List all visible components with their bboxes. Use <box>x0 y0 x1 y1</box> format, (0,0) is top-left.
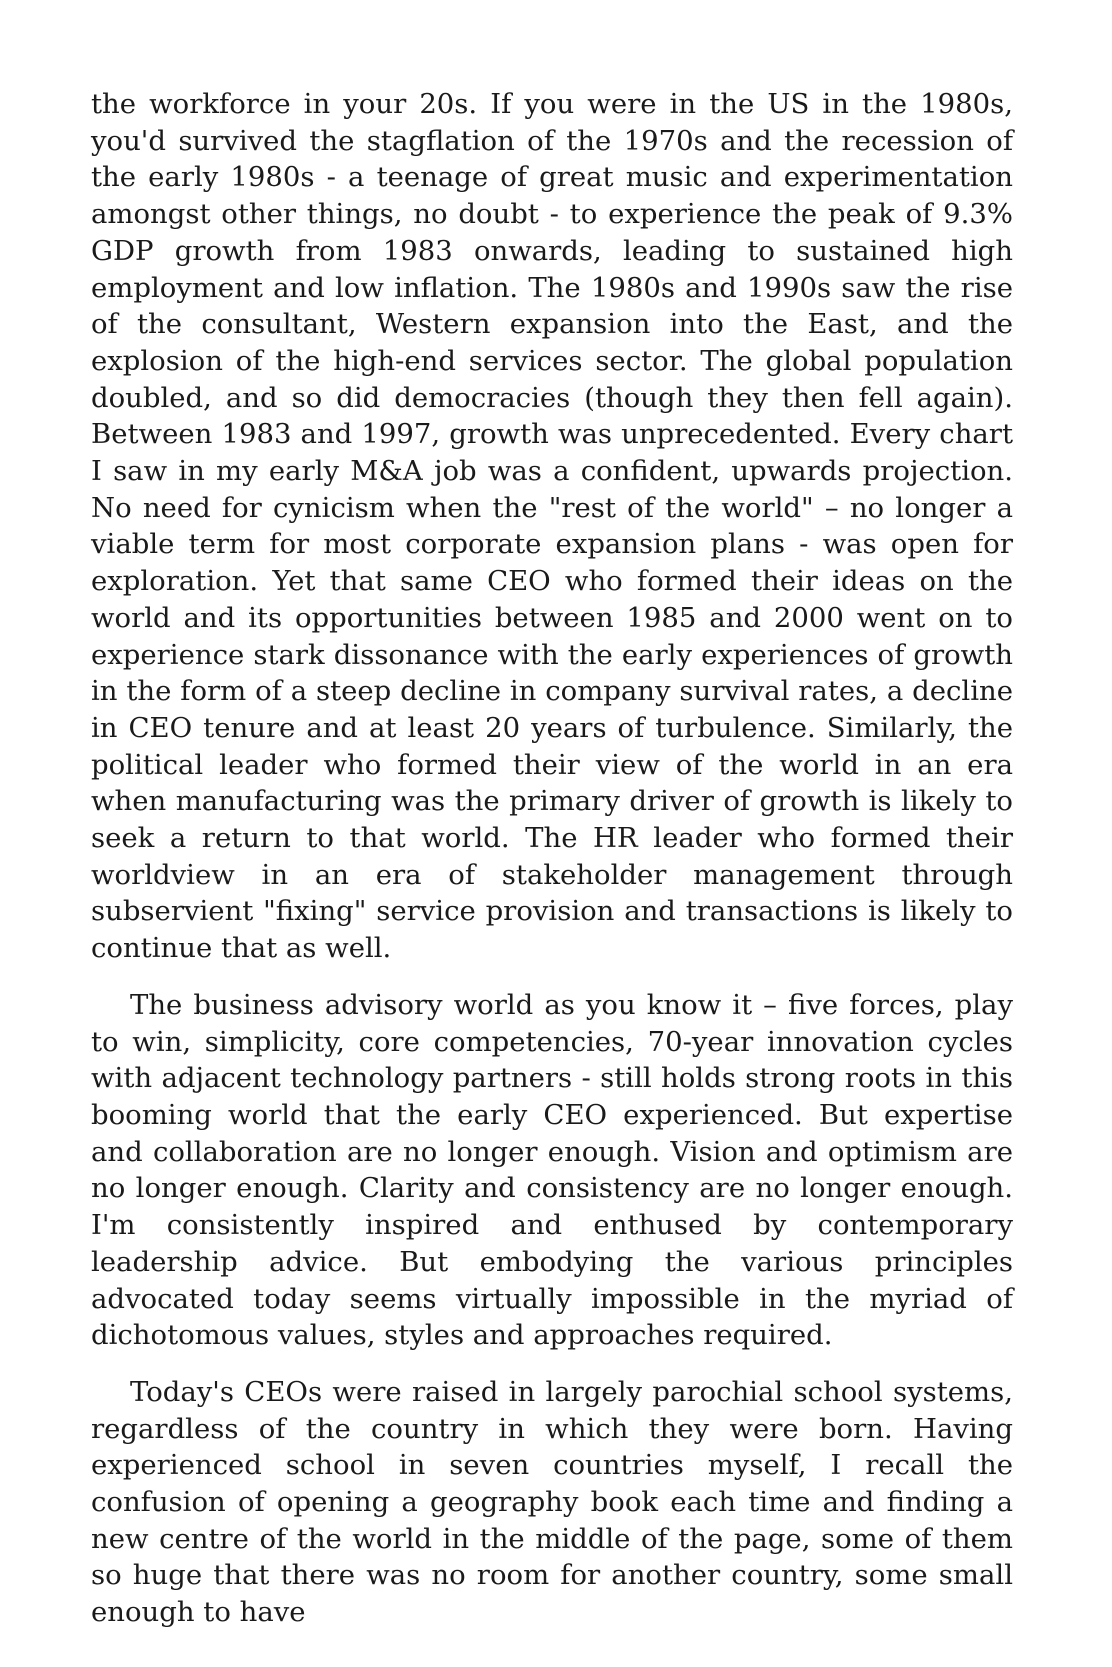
paragraph-continued: the workforce in your 20s. If you were in the US in the 1980s, you'd survived the stagflation of the 1970s and the recession of the early 1980s - a teenage of great music and experimentation amongst other things, no doubt - to experience the peak of 9.3% GDP growth from 1983 onwards, leading to sustained high employment and low inflation. The 1980s and 1990s saw the rise of the consultant, Western expansion into the East, and the explosion of the high-end services sector. The global population doubled, and so did democracies (though they then fell again). Between 1983 and 1997, growth was unprecedented. Every chart I saw in my early M&A job was a confident, upwards projection. No need for cynicism when the "rest of the world" – no longer a viable term for most corporate expansion plans - was open for exploration. Yet that same CEO who formed their ideas on the world and its opportunities between 1985 and 2000 went on to experience stark dissonance with the early experiences of growth in the form of a steep decline in company survival rates, a decline in CEO tenure and at least 20 years of turbulence. Similarly, the political leader who formed their view of the world in an era when manufacturing was the primary driver of growth is likely to seek a return to that world. The HR leader who formed their worldview in an era of stakeholder management through subservient "fixing" service provision and transactions is likely to continue that as well. <box>91 88 1013 965</box>
paragraph-business-advisory: The business advisory world as you know it – five forces, play to win, simplicity, core competencies, 70-year innovation cycles with adjacent technology partners - still holds strong roots in this booming world that the early CEO experienced. But expertise and collaboration are no longer enough. Vision and optimism are no longer enough. Clarity and consistency are no longer enough. I'm consistently inspired and enthused by contemporary leadership advice. But embodying the various principles advocated today seems virtually impossible in the myriad of dichotomous values, styles and approaches required. <box>91 988 1013 1352</box>
paragraph-todays-ceos: Today's CEOs were raised in largely parochial school systems, regardless of the country in which they were born. Having experienced school in seven countries myself, I recall the confusion of opening a geography book each time and finding a new centre of the world in the middle of the page, some of them so huge that there was no room for another country, some small enough to have <box>91 1375 1013 1629</box>
page-body <box>91 86 1013 1631</box>
